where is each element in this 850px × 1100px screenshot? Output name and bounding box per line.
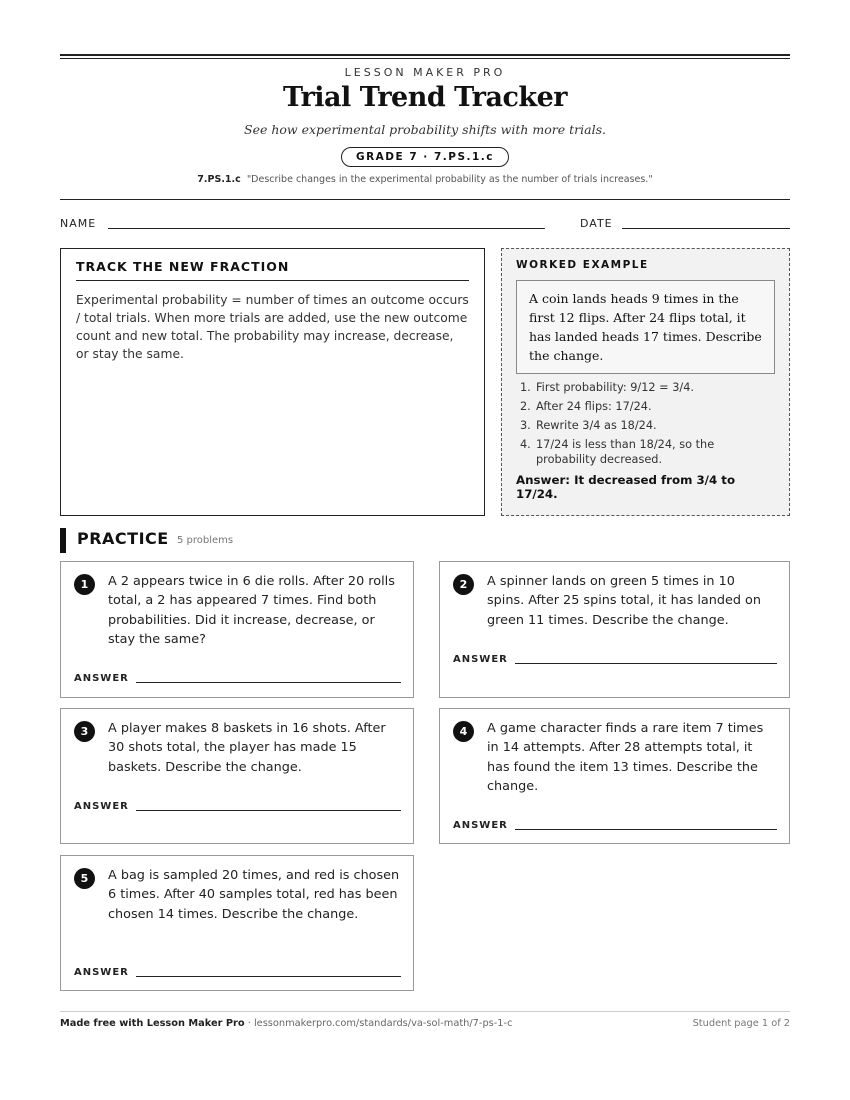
step-text: Rewrite 3/4 as 18/24. [536, 419, 657, 432]
name-label: NAME [60, 217, 97, 230]
standard-code: 7.PS.1.c [197, 174, 241, 185]
problem-text: A player makes 8 baskets in 16 shots. After 30 shots total, the player has made 15 baskets. Describe the change. [108, 721, 386, 775]
problem-number-badge: 4 [453, 721, 474, 742]
step-number: 1. [520, 381, 531, 394]
answer-line[interactable] [136, 682, 401, 683]
answer-label: ANSWER [74, 967, 129, 978]
step-number: 3. [520, 419, 531, 432]
footer-divider [60, 1011, 790, 1012]
grade-badge-wrap [60, 145, 790, 167]
answer-label: ANSWER [74, 801, 129, 812]
practice-count: 5 problems [177, 535, 234, 546]
worksheet-page [60, 0, 790, 1100]
standard-text: "Describe changes in the experimental probability as the number of trials increases." [246, 174, 653, 185]
problem-text: A game character finds a rare item 7 times in 14 attempts. After 28 attempts total, it has found the item 13 times. Describe the change. [487, 721, 764, 794]
worked-step [516, 437, 775, 467]
problem-card-4 [439, 708, 790, 844]
answer-line[interactable] [515, 829, 777, 830]
track-heading: TRACK THE NEW FRACTION [76, 259, 469, 281]
worked-example-box [501, 248, 790, 516]
problem-text: A bag is sampled 20 times, and red is chosen 6 times. After 40 samples total, red has been chosen 14 times. Describe the change. [108, 868, 400, 922]
track-explanation: Experimental probability = number of times an outcome occurs / total trials. When more trials are added, use the new outcome count and new total. The probability may increase, decrease, or stay the same. [76, 293, 469, 361]
page-subtitle: See how experimental probability shifts with more trials. [244, 122, 606, 137]
header-divider [60, 199, 790, 200]
problem-card-2 [439, 561, 790, 698]
problem-card-3 [60, 708, 414, 844]
step-text: First probability: 9/12 = 3/4. [536, 381, 695, 394]
standard-statement [60, 174, 790, 185]
problem-text: A spinner lands on green 5 times in 10 spins. After 25 spins total, it has landed on green 11 times. Describe the change. [487, 574, 761, 628]
answer-label: ANSWER [453, 820, 508, 831]
footer-page-number: Student page 1 of 2 [692, 1018, 790, 1029]
footer-made-with: Made free with Lesson Maker Pro [60, 1018, 245, 1029]
track-fraction-box [60, 248, 485, 516]
problem-number-badge: 1 [74, 574, 95, 595]
worked-step [516, 380, 775, 395]
answer-line[interactable] [136, 810, 401, 811]
worked-step [516, 418, 775, 433]
problem-card-5 [60, 855, 414, 991]
problem-text: A 2 appears twice in 6 die rolls. After 20 rolls total, a 2 has appeared 7 times. Find both probabilities. Did it increase, decrease, or stay the same? [108, 574, 395, 647]
page-title: Trial Trend Tracker [282, 82, 568, 113]
worked-example-answer: Answer: It decreased from 3/4 to 17/24. [516, 473, 736, 501]
answer-line[interactable] [136, 976, 401, 977]
practice-heading: PRACTICE [77, 529, 169, 548]
problem-number-badge: 3 [74, 721, 95, 742]
answer-label: ANSWER [74, 673, 129, 684]
grade-badge: GRADE 7 · 7.PS.1.c [341, 147, 509, 167]
step-text: 17/24 is less than 18/24, so the probability decreased. [536, 438, 715, 466]
worked-step [516, 399, 775, 414]
top-double-rule [60, 54, 790, 59]
answer-label: ANSWER [453, 654, 508, 665]
brand-name: LESSON MAKER PRO [344, 66, 506, 79]
worked-example-steps [516, 380, 775, 467]
worked-example-heading: WORKED EXAMPLE [516, 259, 649, 271]
problem-number-badge: 5 [74, 868, 95, 889]
footer-url[interactable]: · lessonmakerpro.com/standards/va-sol-math/7-ps-1-c [244, 1018, 513, 1029]
date-label: DATE [580, 217, 613, 230]
practice-accent-bar [60, 528, 66, 553]
step-text: After 24 flips: 17/24. [536, 400, 652, 413]
worked-example-problem: A coin lands heads 9 times in the first 12 flips. After 24 flips total, it has landed heads 17 times. Describe the change. [516, 280, 775, 374]
answer-line[interactable] [515, 663, 777, 664]
step-number: 2. [520, 400, 531, 413]
name-field-line[interactable] [108, 228, 545, 229]
footer-credit [60, 1018, 512, 1029]
problem-number-badge: 2 [453, 574, 474, 595]
problem-card-1 [60, 561, 414, 698]
date-field-line[interactable] [622, 228, 790, 229]
step-number: 4. [520, 438, 531, 451]
